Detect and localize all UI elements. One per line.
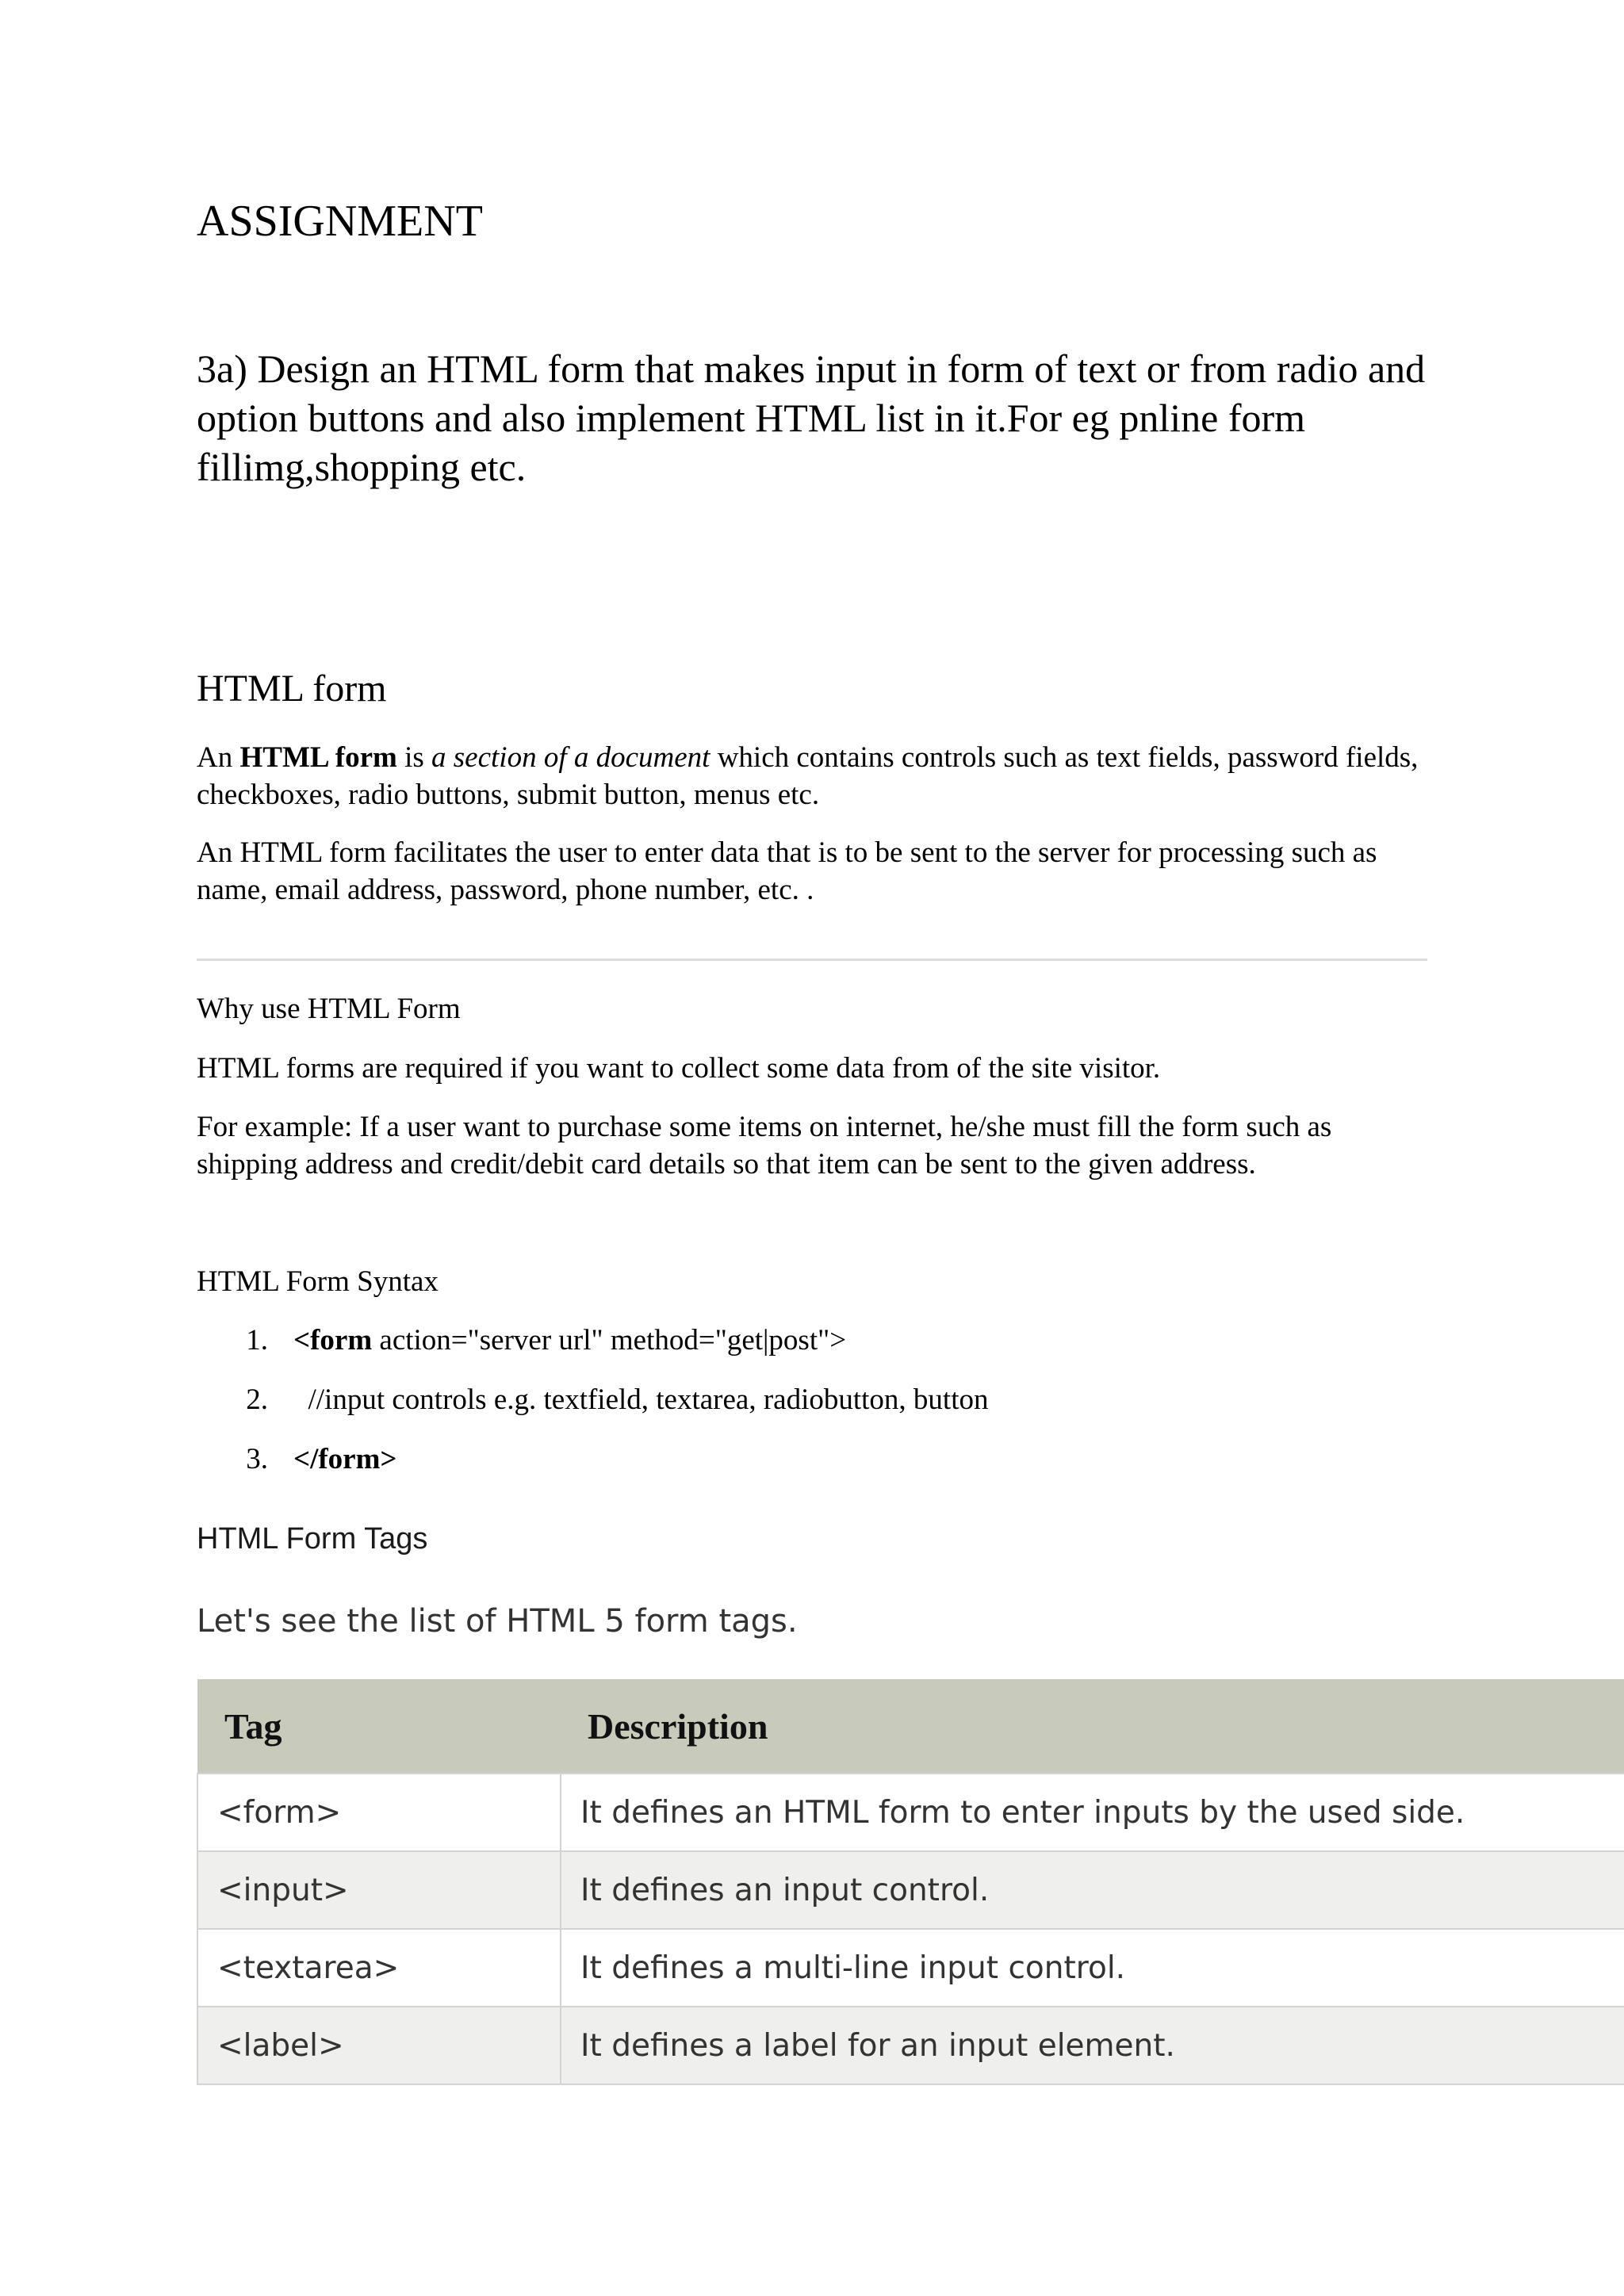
code-line-text: action="server url" method="get|post">: [372, 1324, 847, 1357]
purpose-paragraph: An HTML form facilitates the user to enter data that is to be sent to the server for processing such as name, email address, password, phone number, etc. .: [197, 836, 1377, 906]
code-line-tag: <form: [293, 1324, 373, 1357]
code-line-number: 2.: [246, 1383, 268, 1416]
tag-cell: <input>: [197, 1851, 561, 1929]
description-cell: It defines an HTML form to enter inputs by the used side.: [561, 1774, 1624, 1851]
syntax-heading: HTML Form Syntax: [197, 1265, 439, 1298]
description-cell: It defines a label for an input element.: [561, 2007, 1624, 2084]
assignment-question: 3a) Design an HTML form that makes input in form of text or from radio and option buttons and also implement HTML list in it.For eg pnline form fillimg,shopping etc.: [197, 346, 1426, 489]
column-header-tag: Tag: [197, 1679, 561, 1774]
tags-heading: HTML Form Tags: [197, 1522, 428, 1556]
table-row: [197, 1851, 1624, 1929]
para1-suffix: which contains controls such as text fields, password fields, checkboxes, radio buttons, submit button, menus etc.: [197, 741, 1419, 811]
table-row: [197, 2007, 1624, 2084]
why-paragraph-2: For example: If a user want to purchase some items on internet, he/she must fill the form such as shipping address and credit/debit card details so that item can be sent to the given address.: [197, 1111, 1332, 1181]
para1-bold-term: HTML form: [239, 741, 397, 774]
para1-prefix: An: [197, 741, 240, 774]
description-cell: It defines an input control.: [561, 1851, 1624, 1929]
form-tags-table: [197, 1679, 1624, 2085]
why-paragraph-1: HTML forms are required if you want to collect some data from of the site visitor.: [197, 1052, 1161, 1085]
code-line-number: 1.: [246, 1324, 268, 1357]
table-row: [197, 1774, 1624, 1851]
horizontal-divider: [197, 959, 1427, 961]
intro-paragraph: [197, 739, 1434, 813]
table-row: [197, 1929, 1624, 2007]
tags-intro: Let's see the list of HTML 5 form tags.: [197, 1603, 798, 1640]
table-header-row: [197, 1679, 1624, 1774]
code-line-number: 3.: [246, 1443, 268, 1475]
code-line-text: //input controls e.g. textfield, textarea, radiobutton, button: [293, 1383, 989, 1416]
tag-cell: <form>: [197, 1774, 561, 1851]
section-heading: HTML form: [197, 668, 387, 710]
code-line: [197, 1441, 397, 1478]
para1-middle: is: [396, 741, 432, 774]
tag-cell: <textarea>: [197, 1929, 561, 2007]
tag-cell: <label>: [197, 2007, 561, 2084]
column-header-description: Description: [561, 1679, 1624, 1774]
description-cell: It defines a multi-line input control.: [561, 1929, 1624, 2007]
para1-italic-phrase: a section of a document: [431, 741, 710, 774]
page-title: ASSIGNMENT: [197, 197, 483, 246]
code-line-tag: </form>: [293, 1443, 397, 1475]
why-heading: Why use HTML Form: [197, 993, 461, 1025]
code-line: [197, 1382, 989, 1418]
code-line: [197, 1322, 846, 1359]
